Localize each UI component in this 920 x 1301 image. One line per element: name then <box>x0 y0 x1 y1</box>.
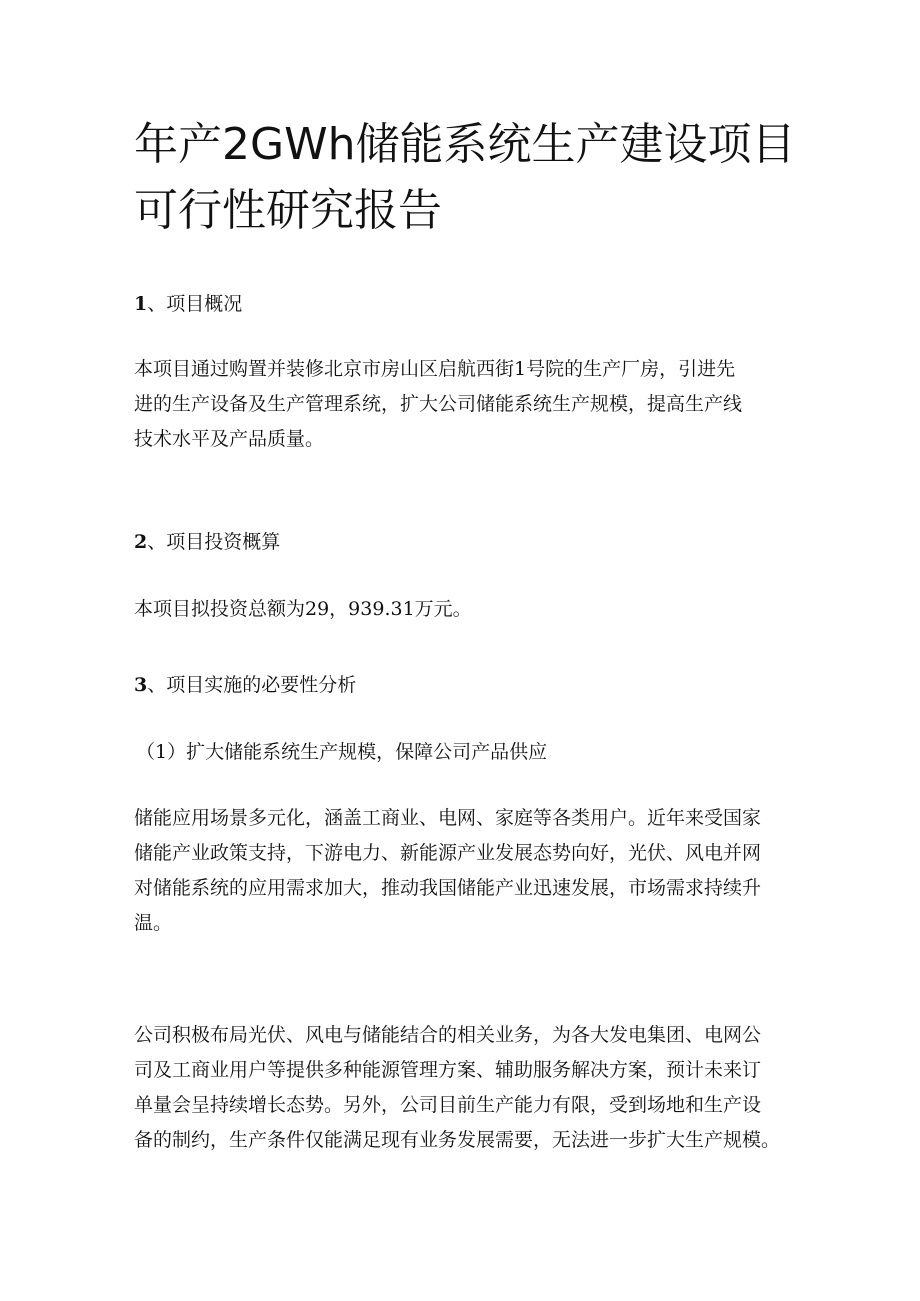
section-number: 2 <box>134 531 148 553</box>
paragraph-line: 本项目通过购置并装修北京市房山区启航西街1号院的生产厂房，引进先 <box>134 358 736 380</box>
paragraph-line: 本项目拟投资总额为29，939.31万元。 <box>134 598 472 620</box>
title-line: 可行性研究报告 <box>134 185 442 236</box>
section-number: 1 <box>134 293 148 315</box>
section-3-paragraph-2 <box>134 1018 794 1158</box>
section-heading-3 <box>134 671 356 699</box>
section-3-paragraph-1 <box>134 801 794 941</box>
paragraph-line: 温。 <box>134 912 173 934</box>
subsection-heading: （1）扩大储能系统生产规模，保障公司产品供应 <box>136 741 548 763</box>
section-heading-text: 、项目实施的必要性分析 <box>147 674 357 696</box>
paragraph-line: 储能产业政策支持，下游电力、新能源产业发展态势向好，光伏、风电并网 <box>134 842 762 864</box>
paragraph-line: 备的制约，生产条件仅能满足现有业务发展需要，无法进一步扩大生产规模。 <box>134 1129 781 1151</box>
paragraph-line: 进的生产设备及生产管理系统，扩大公司储能系统生产规模，提高生产线 <box>134 393 743 415</box>
paragraph-line: 储能应用场景多元化，涵盖工商业、电网、家庭等各类用户。近年来受国家 <box>134 807 762 829</box>
section-heading-2 <box>134 528 280 556</box>
section-heading-text: 、项目概况 <box>147 293 243 315</box>
paragraph-line: 对储能系统的应用需求加大，推动我国储能产业迅速发展，市场需求持续升 <box>134 877 762 899</box>
paragraph-line: 公司积极布局光伏、风电与储能结合的相关业务，为各大发电集团、电网公 <box>134 1024 762 1046</box>
section-1-paragraph <box>134 352 794 457</box>
paragraph-line: 司及工商业用户等提供多种能源管理方案、辅助服务解决方案，预计未来订 <box>134 1059 762 1081</box>
title-line: 年产2GWh储能系统生产建设项目 <box>134 119 796 170</box>
paragraph-line: 单量会呈持续增长态势。另外，公司目前生产能力有限，受到场地和生产设 <box>134 1094 762 1116</box>
paragraph-line: 技术水平及产品质量。 <box>134 428 325 450</box>
document-title <box>134 112 814 244</box>
section-heading-text: 、项目投资概算 <box>147 531 281 553</box>
section-2-paragraph <box>134 592 794 627</box>
section-heading-1 <box>134 290 242 318</box>
section-number: 3 <box>134 674 148 696</box>
